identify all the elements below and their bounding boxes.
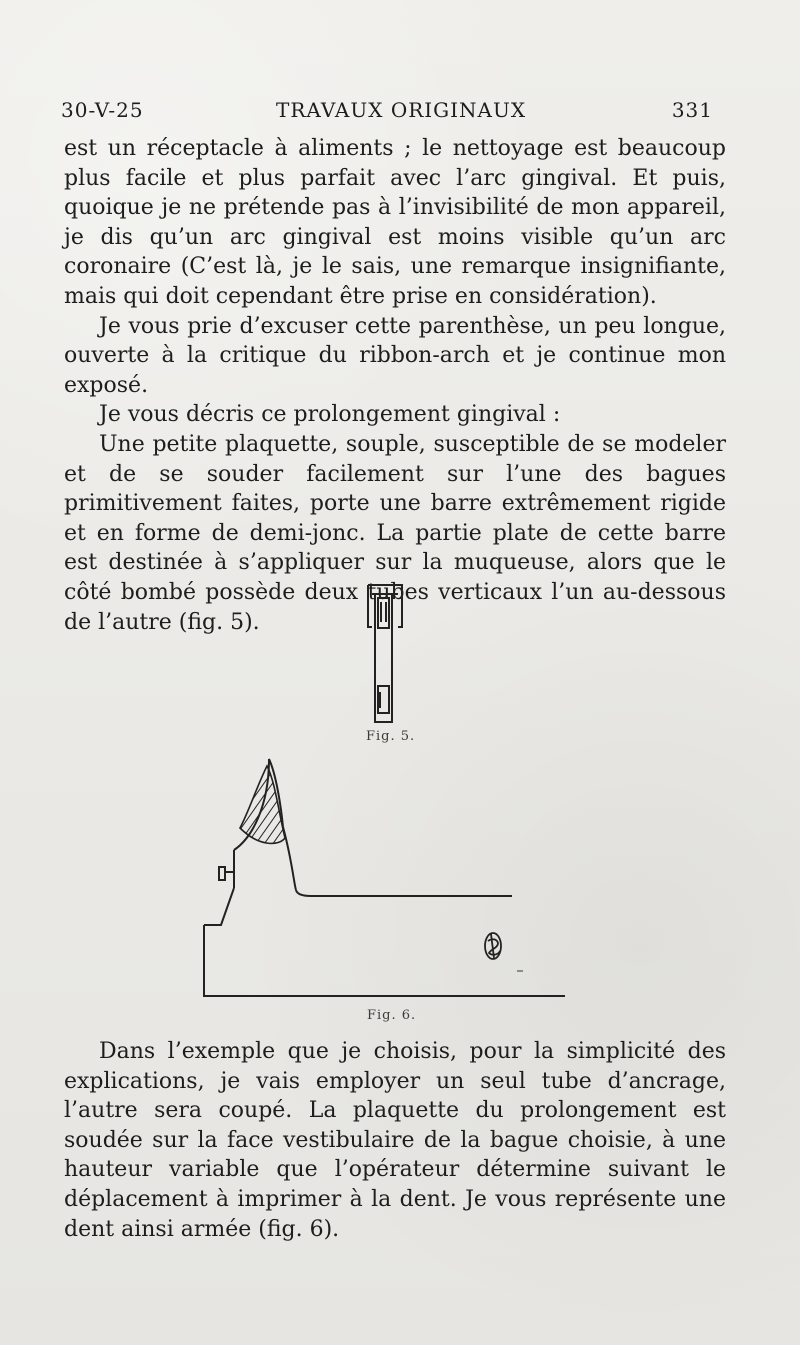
figure-6-diagram <box>197 756 571 1011</box>
paragraph-2: Je vous prie d’excuser cette parenthèse, un peu longue, ouverte à la critique du ribbon-arch et je continue mon exposé. <box>64 313 726 398</box>
page-header <box>61 98 713 122</box>
figure-6-caption: Fig. 6. <box>367 1008 417 1023</box>
tooth-crown-hatching <box>240 766 285 843</box>
figure-6-mark <box>485 933 501 959</box>
figure-5-diagram <box>364 584 412 724</box>
paragraph-1: est un réceptacle à aliments ; le nettoyage est beaucoup plus facile et plus parfait avec l’arc gingival. Et puis, quoique je ne prétende pas à l’invisibilité de mon appareil, je dis qu’un arc gingival est moins visible qu’un arc coronaire (C’est là, je le sais, une remarque insignifiante, mais qui doit cependant être prise en considération). <box>64 136 726 309</box>
paragraph-5: Dans l’exemple que je choisis, pour la simplicité des explications, je vais employer un seul tube d’ancrage, l’autre sera coupé. La plaquette du prolongement est soudée sur la face vestibulaire de la bague choisie, à une hauteur variable que l’opérateur détermine suivant le déplacement à imprimer à la dent. Je vous représente une dent ainsi armée (fig. 6). <box>64 1039 726 1242</box>
page-number: 331 <box>671 98 713 122</box>
figure-5-caption: Fig. 5. <box>366 729 416 744</box>
paragraph-4: Une petite plaquette, souple, susceptible de se modeler et de se souder facilement sur l’une des bagues primitivement faites, porte une barre extrêmement rigide et en forme de demi-jonc. La partie plate de cette barre est destinée à s’appliquer sur la muqueuse, alors que le côté bombé possède deux tubes verticaux l’un au-dessous de l’autre (fig. 5). <box>64 431 726 635</box>
figure-5-lines <box>368 585 402 722</box>
paragraph-3: Je vous décris ce prolongement gingival : <box>99 402 561 428</box>
text-section-bottom <box>64 1037 726 1244</box>
text-section-top <box>64 134 726 637</box>
header-date: 30-V-25 <box>61 98 144 122</box>
header-title: TRAVAUX ORIGINAUX <box>276 98 527 122</box>
